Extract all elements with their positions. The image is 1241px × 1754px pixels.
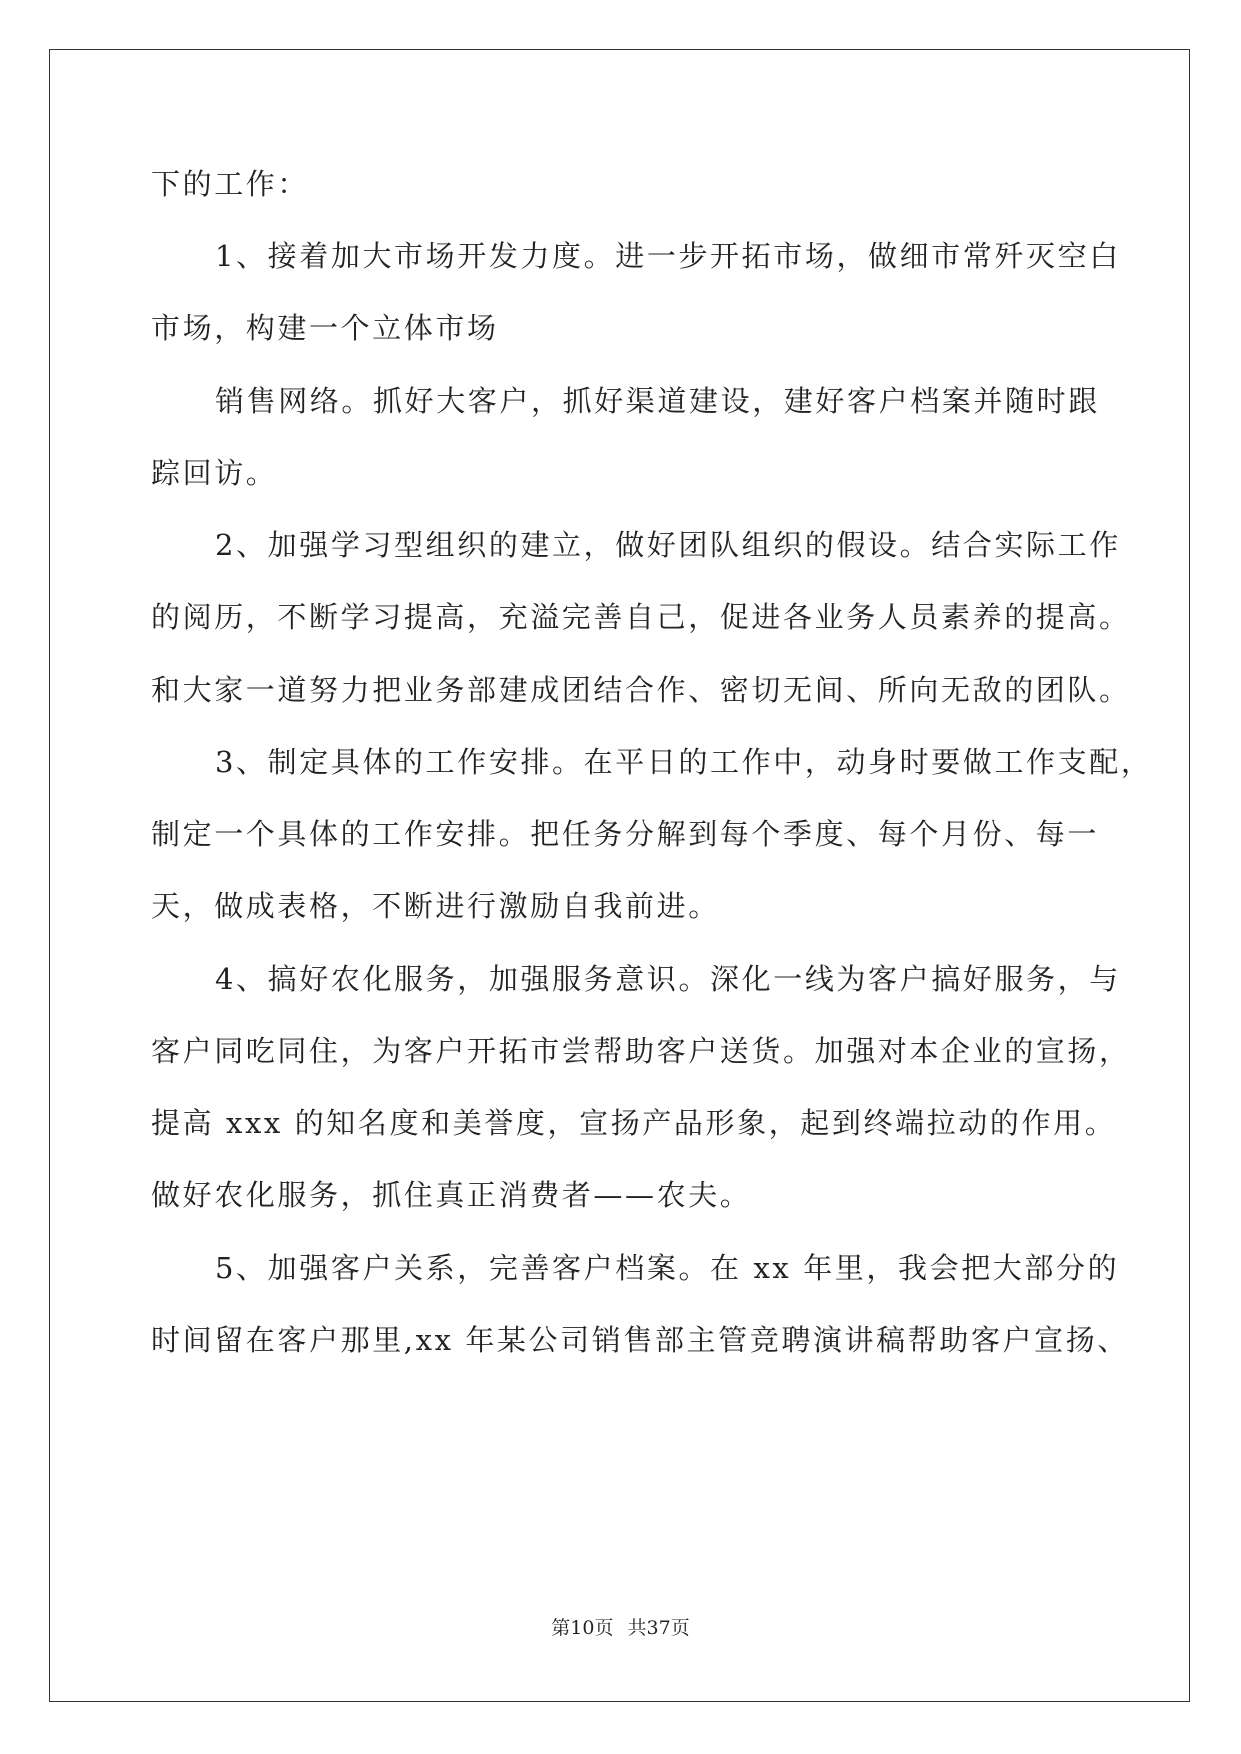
page-border	[49, 49, 1190, 1702]
page-number: 第10页	[551, 1617, 614, 1639]
text-line: 时间留在客户那里,xx 年某公司销售部主管竞聘演讲稿帮助客户宣扬、	[151, 1323, 1129, 1357]
text-line: 的阅历，不断学习提高，充溢完善自己，促进各业务人员素养的提高。	[151, 600, 1131, 634]
text-line: 制定一个具体的工作安排。把任务分解到每个季度、每个月份、每一	[151, 817, 1100, 851]
text-line: 2、加强学习型组织的建立，做好团队组织的假设。结合实际工作	[215, 528, 1121, 562]
page-footer	[0, 1616, 1241, 1640]
text-line: 4、搞好农化服务，加强服务意识。深化一线为客户搞好服务，与	[215, 962, 1121, 996]
page-total: 共37页	[627, 1617, 690, 1639]
text-line: 5、加强客户关系，完善客户档案。在 xx 年里，我会把大部分的	[215, 1251, 1120, 1285]
text-line: 3、制定具体的工作安排。在平日的工作中，动身时要做工作支配，	[215, 745, 1153, 779]
text-line: 做好农化服务，抓住真正消费者——农夫。	[151, 1178, 752, 1212]
text-line: 提高 xxx 的知名度和美誉度，宣扬产品形象，起到终端拉动的作用。	[151, 1106, 1117, 1140]
text-line: 下的工作：	[151, 167, 310, 201]
text-line: 市场，构建一个立体市场	[151, 311, 499, 345]
text-line: 天，做成表格，不断进行激励自我前进。	[151, 889, 720, 923]
text-line: 销售网络。抓好大客户，抓好渠道建设，建好客户档案并随时跟	[215, 384, 1100, 418]
text-line: 客户同吃同住，为客户开拓市尝帮助客户送货。加强对本企业的宣扬，	[151, 1034, 1131, 1068]
text-line: 踪回访。	[151, 456, 278, 490]
text-line: 1、接着加大市场开发力度。进一步开拓市场，做细市常歼灭空白	[215, 239, 1121, 273]
text-line: 和大家一道努力把业务部建成团结合作、密切无间、所向无敌的团队。	[151, 673, 1131, 707]
